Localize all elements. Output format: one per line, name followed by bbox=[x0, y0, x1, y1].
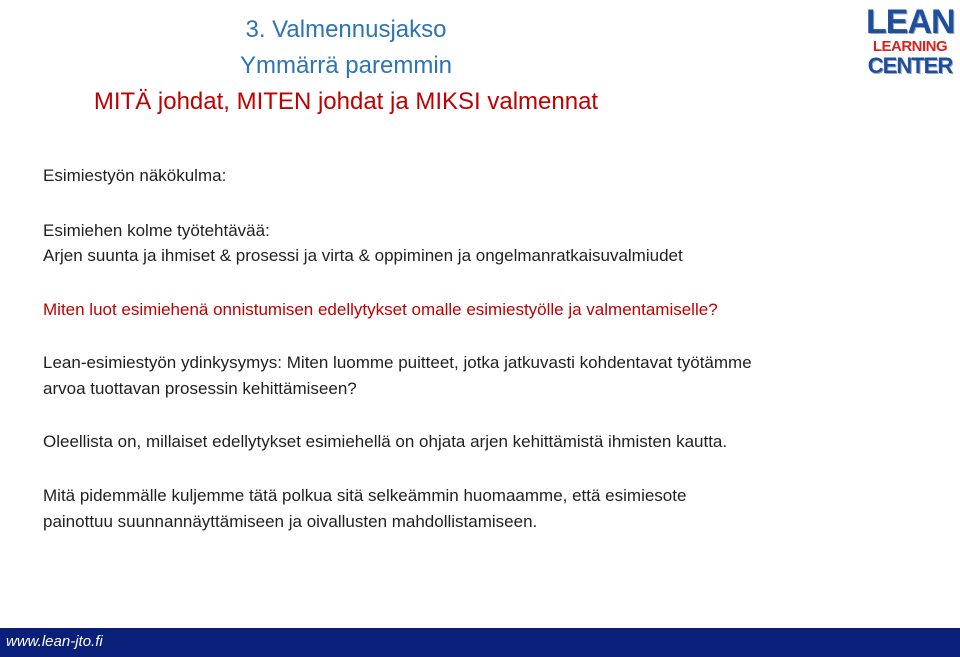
slide-title-line-1: 3. Valmennusjakso bbox=[245, 16, 447, 43]
footer-bar bbox=[0, 628, 960, 657]
paragraph-conclusion-line-1: Mitä pidemmälle kuljemme tätä polkua sitä selkeämmin huomaamme, että esimiesote bbox=[43, 486, 687, 505]
paragraph-perspective: Esimiestyön näkökulma: bbox=[43, 166, 227, 185]
paragraph-question: Miten luot esimiehenä onnistumisen edellytykset omalle esimiestyölle ja valmentamiselle? bbox=[43, 300, 718, 319]
logo-text-center: CENTER bbox=[867, 53, 953, 78]
logo-text-lean: LEAN bbox=[866, 3, 955, 41]
paragraph-essential: Oleellista on, millaiset edellytykset esimiehellä on ohjata arjen kehittämistä ihmisten kautta. bbox=[43, 432, 728, 451]
paragraph-core-question-line-2: arvoa tuottavan prosessin kehittämiseen? bbox=[43, 379, 357, 398]
logo-text-learning: LEARNING bbox=[872, 38, 948, 55]
paragraph-tasks-list: Arjen suunta ja ihmiset & prosessi ja virta & oppiminen ja ongelmanratkaisuvalmiudet bbox=[43, 246, 683, 265]
paragraph-tasks-heading: Esimiehen kolme työtehtävää: bbox=[43, 221, 270, 240]
paragraph-conclusion-line-2: painottuu suunnannäyttämiseen ja oivallusten mahdollistamiseen. bbox=[43, 512, 538, 531]
slide-title-line-3: MITÄ johdat, MITEN johdat ja MIKSI valmennat bbox=[93, 88, 599, 115]
paragraph-core-question-line-1: Lean-esimiestyön ydinkysymys: Miten luomme puitteet, jotka jatkuvasti kohdentavat työtämme bbox=[43, 353, 752, 372]
lean-learning-center-logo bbox=[866, 3, 955, 82]
slide-title-line-2: Ymmärrä paremmin bbox=[239, 52, 453, 79]
footer-url-link[interactable]: www.lean-jto.fi bbox=[6, 633, 103, 650]
